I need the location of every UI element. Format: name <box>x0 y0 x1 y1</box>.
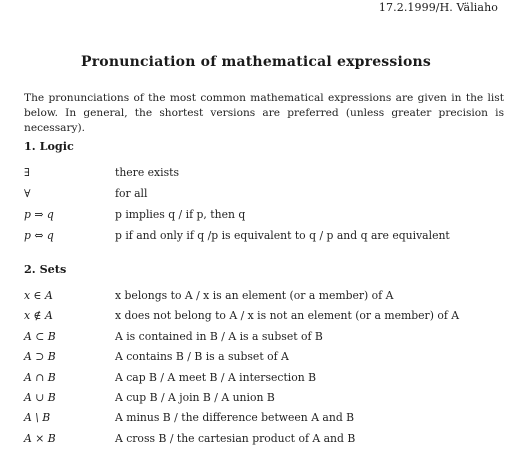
list-item <box>0 208 512 226</box>
list-item <box>0 229 512 247</box>
expression: ∃ <box>24 166 30 179</box>
expression: A ⊃ B <box>24 350 56 363</box>
expression: A × B <box>24 432 56 445</box>
page-title: Pronunciation of mathematical expressions <box>80 54 431 70</box>
pronunciation: A cup B / A join B / A union B <box>115 391 275 404</box>
section-heading-logic: 1. Logic <box>24 139 74 153</box>
section-heading-sets: 2. Sets <box>24 262 67 276</box>
list-item <box>0 289 512 307</box>
pronunciation: A is contained in B / A is a subset of B <box>115 330 323 343</box>
intro-paragraph: The pronunciations of the most common mathematical expressions are given in the list below. In general, the shortest versions are preferred (unless greater precision is necessary). <box>24 92 504 134</box>
list-item <box>0 432 512 450</box>
pronunciation: x belongs to A / x is an element (or a member) of A <box>115 289 394 302</box>
pronunciation: A cross B / the cartesian product of A and B <box>115 432 356 445</box>
list-item <box>0 371 512 389</box>
list-item <box>0 187 512 205</box>
expression: A ∪ B <box>24 391 56 404</box>
list-item <box>0 330 512 348</box>
expression: A \ B <box>24 411 51 424</box>
date-author-header: 17.2.1999/H. Väliaho <box>378 1 498 14</box>
expression: ∀ <box>24 187 31 200</box>
list-item <box>0 166 512 184</box>
expression: p ⇔ q <box>24 229 54 242</box>
expression: A ∩ B <box>24 371 56 384</box>
pronunciation: A contains B / B is a subset of A <box>115 350 289 363</box>
pronunciation: p implies q / if p, then q <box>115 208 246 221</box>
expression: p ⇒ q <box>24 208 54 221</box>
expression: x ∉ A <box>24 309 53 322</box>
list-item <box>0 309 512 327</box>
pronunciation: A cap B / A meet B / A intersection B <box>115 371 317 384</box>
pronunciation: for all <box>115 187 148 200</box>
pronunciation: p if and only if q /p is equivalent to q / p and q are equivalent <box>115 229 450 242</box>
expression: A ⊂ B <box>24 330 56 343</box>
list-item <box>0 350 512 368</box>
pronunciation: there exists <box>115 166 180 179</box>
list-item <box>0 411 512 429</box>
list-item <box>0 391 512 409</box>
pronunciation: x does not belong to A / x is not an element (or a member) of A <box>115 309 460 322</box>
pronunciation: A minus B / the difference between A and B <box>115 411 355 424</box>
expression: x ∈ A <box>24 289 53 302</box>
